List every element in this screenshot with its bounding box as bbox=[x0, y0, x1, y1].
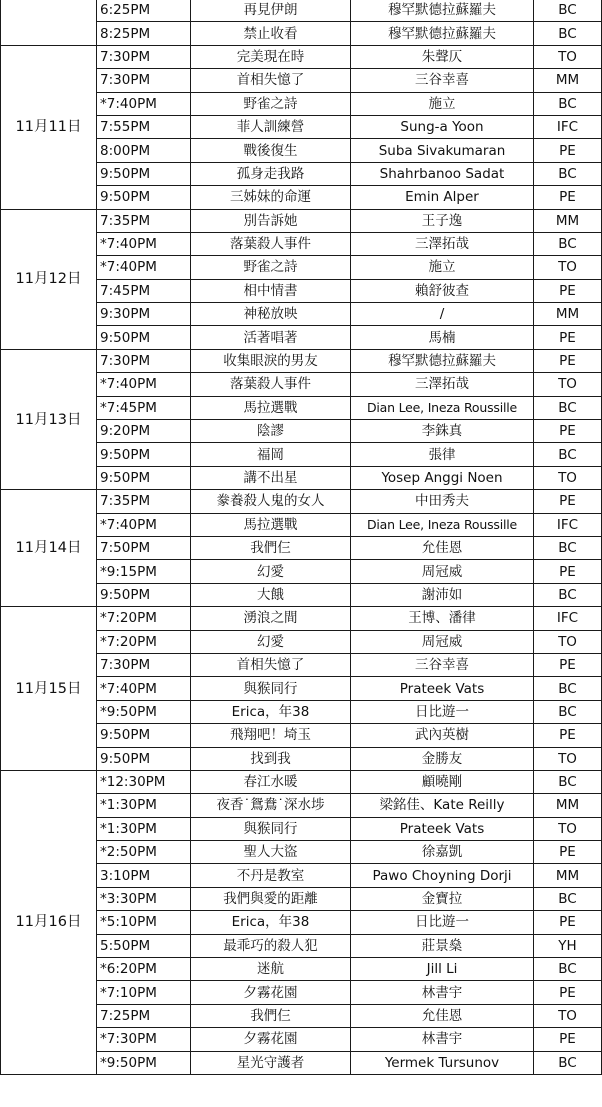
director-cell: 施立 bbox=[351, 256, 534, 279]
venue-cell: MM bbox=[534, 303, 602, 326]
title-cell: 星光守護者 bbox=[191, 1051, 351, 1074]
time-cell: 9:50PM bbox=[97, 186, 191, 209]
director-cell: 王博、潘律 bbox=[351, 607, 534, 630]
venue-cell: BC bbox=[534, 232, 602, 255]
time-cell: 7:35PM bbox=[97, 209, 191, 232]
venue-cell: TO bbox=[534, 466, 602, 489]
venue-cell: BC bbox=[534, 396, 602, 419]
venue-cell: BC bbox=[534, 583, 602, 606]
time-cell: 3:10PM bbox=[97, 864, 191, 887]
schedule-row bbox=[1, 607, 602, 630]
venue-cell: BC bbox=[534, 700, 602, 723]
title-cell: 講不出星 bbox=[191, 466, 351, 489]
director-cell: 三谷幸喜 bbox=[351, 653, 534, 676]
venue-cell: TO bbox=[534, 45, 602, 68]
director-cell: Dian Lee, Ineza Roussille bbox=[351, 513, 534, 536]
time-cell: *7:40PM bbox=[97, 232, 191, 255]
time-cell: 9:50PM bbox=[97, 724, 191, 747]
title-cell: 野雀之詩 bbox=[191, 256, 351, 279]
time-cell: 7:30PM bbox=[97, 349, 191, 372]
director-cell: Suba Sivakumaran bbox=[351, 139, 534, 162]
title-cell: 活著唱著 bbox=[191, 326, 351, 349]
director-cell: Yosep Anggi Noen bbox=[351, 466, 534, 489]
title-cell: 與猴同行 bbox=[191, 677, 351, 700]
title-cell: 戰後復生 bbox=[191, 139, 351, 162]
director-cell: / bbox=[351, 303, 534, 326]
venue-cell: PE bbox=[534, 349, 602, 372]
time-cell: *9:50PM bbox=[97, 700, 191, 723]
title-cell: 豢養殺人鬼的女人 bbox=[191, 490, 351, 513]
time-cell: *1:30PM bbox=[97, 817, 191, 840]
time-cell: 5:50PM bbox=[97, 934, 191, 957]
date-cell: 11月16日 bbox=[1, 770, 97, 1074]
director-cell: Jill Li bbox=[351, 958, 534, 981]
director-cell: 林書宇 bbox=[351, 981, 534, 1004]
director-cell: Dian Lee, Ineza Roussille bbox=[351, 396, 534, 419]
director-cell: Shahrbanoo Sadat bbox=[351, 162, 534, 185]
time-cell: 9:50PM bbox=[97, 326, 191, 349]
director-cell: 允佳恩 bbox=[351, 536, 534, 559]
director-cell: 穆罕默德拉蘇羅夫 bbox=[351, 22, 534, 45]
director-cell: 梁銘佳、Kate Reilly bbox=[351, 794, 534, 817]
title-cell: 落葉殺人事件 bbox=[191, 373, 351, 396]
title-cell: 菲人訓練營 bbox=[191, 115, 351, 138]
title-cell: 我們仨 bbox=[191, 536, 351, 559]
director-cell: 莊景燊 bbox=[351, 934, 534, 957]
title-cell: 再見伊朗 bbox=[191, 0, 351, 22]
director-cell: 顧曉剛 bbox=[351, 770, 534, 793]
title-cell: 陰謬 bbox=[191, 420, 351, 443]
title-cell: 湧浪之間 bbox=[191, 607, 351, 630]
director-cell: 張律 bbox=[351, 443, 534, 466]
venue-cell: MM bbox=[534, 794, 602, 817]
title-cell: 我們與愛的距離 bbox=[191, 887, 351, 910]
time-cell: 7:35PM bbox=[97, 490, 191, 513]
time-cell: 7:30PM bbox=[97, 69, 191, 92]
title-cell: 飛翔吧！埼玉 bbox=[191, 724, 351, 747]
venue-cell: IFC bbox=[534, 115, 602, 138]
director-cell: Yermek Tursunov bbox=[351, 1051, 534, 1074]
time-cell: *2:50PM bbox=[97, 841, 191, 864]
title-cell: 春江水暖 bbox=[191, 770, 351, 793]
venue-cell: BC bbox=[534, 958, 602, 981]
director-cell: 日比遊一 bbox=[351, 911, 534, 934]
title-cell: 野雀之詩 bbox=[191, 92, 351, 115]
time-cell: *7:40PM bbox=[97, 677, 191, 700]
time-cell: *5:10PM bbox=[97, 911, 191, 934]
venue-cell: PE bbox=[534, 841, 602, 864]
title-cell: 夕霧花園 bbox=[191, 981, 351, 1004]
title-cell: 大餓 bbox=[191, 583, 351, 606]
venue-cell: PE bbox=[534, 490, 602, 513]
venue-cell: TO bbox=[534, 747, 602, 770]
time-cell: *1:30PM bbox=[97, 794, 191, 817]
time-cell: *3:30PM bbox=[97, 887, 191, 910]
title-cell: 別告訴她 bbox=[191, 209, 351, 232]
title-cell: 相中情書 bbox=[191, 279, 351, 302]
title-cell: 夜香˙鴛鴦˙深水埗 bbox=[191, 794, 351, 817]
director-cell: Emin Alper bbox=[351, 186, 534, 209]
venue-cell: BC bbox=[534, 1051, 602, 1074]
time-cell: *7:40PM bbox=[97, 256, 191, 279]
director-cell: 穆罕默德拉蘇羅夫 bbox=[351, 349, 534, 372]
venue-cell: TO bbox=[534, 817, 602, 840]
time-cell: 9:20PM bbox=[97, 420, 191, 443]
director-cell: 穆罕默德拉蘇羅夫 bbox=[351, 0, 534, 22]
time-cell: 9:50PM bbox=[97, 583, 191, 606]
title-cell: 幻愛 bbox=[191, 630, 351, 653]
title-cell: 不丹是教室 bbox=[191, 864, 351, 887]
title-cell: 福岡 bbox=[191, 443, 351, 466]
title-cell: Erica，年38 bbox=[191, 911, 351, 934]
title-cell: 完美現在時 bbox=[191, 45, 351, 68]
title-cell: 馬拉選戰 bbox=[191, 513, 351, 536]
date-cell: 11月14日 bbox=[1, 490, 97, 607]
venue-cell: YH bbox=[534, 934, 602, 957]
director-cell: 馬楠 bbox=[351, 326, 534, 349]
time-cell: *7:45PM bbox=[97, 396, 191, 419]
venue-cell: PE bbox=[534, 981, 602, 1004]
date-cell: 11月13日 bbox=[1, 349, 97, 489]
time-cell: 7:50PM bbox=[97, 536, 191, 559]
title-cell: 馬拉選戰 bbox=[191, 396, 351, 419]
title-cell: 孤身走我路 bbox=[191, 162, 351, 185]
venue-cell: PE bbox=[534, 653, 602, 676]
time-cell: 9:50PM bbox=[97, 162, 191, 185]
director-cell: 金勝友 bbox=[351, 747, 534, 770]
venue-cell: PE bbox=[534, 326, 602, 349]
director-cell: 李銖真 bbox=[351, 420, 534, 443]
time-cell: 9:50PM bbox=[97, 466, 191, 489]
venue-cell: BC bbox=[534, 22, 602, 45]
director-cell: 朱聲仄 bbox=[351, 45, 534, 68]
director-cell: 徐嘉凱 bbox=[351, 841, 534, 864]
time-cell: 7:55PM bbox=[97, 115, 191, 138]
director-cell: 賴舒彼查 bbox=[351, 279, 534, 302]
time-cell: *7:20PM bbox=[97, 630, 191, 653]
time-cell: *7:40PM bbox=[97, 373, 191, 396]
director-cell: 金寶拉 bbox=[351, 887, 534, 910]
time-cell: 7:25PM bbox=[97, 1004, 191, 1027]
time-cell: *7:40PM bbox=[97, 513, 191, 536]
venue-cell: MM bbox=[534, 864, 602, 887]
venue-cell: IFC bbox=[534, 513, 602, 536]
director-cell: 允佳恩 bbox=[351, 1004, 534, 1027]
time-cell: *7:30PM bbox=[97, 1028, 191, 1051]
venue-cell: PE bbox=[534, 560, 602, 583]
director-cell: 武內英樹 bbox=[351, 724, 534, 747]
title-cell: 收集眼淚的男友 bbox=[191, 349, 351, 372]
title-cell: 找到我 bbox=[191, 747, 351, 770]
venue-cell: BC bbox=[534, 677, 602, 700]
title-cell: 最乖巧的殺人犯 bbox=[191, 934, 351, 957]
schedule-row bbox=[1, 349, 602, 372]
venue-cell: MM bbox=[534, 69, 602, 92]
venue-cell: BC bbox=[534, 92, 602, 115]
title-cell: 幻愛 bbox=[191, 560, 351, 583]
venue-cell: MM bbox=[534, 209, 602, 232]
director-cell: Sung-a Yoon bbox=[351, 115, 534, 138]
venue-cell: PE bbox=[534, 911, 602, 934]
time-cell: 6:25PM bbox=[97, 0, 191, 22]
venue-cell: PE bbox=[534, 186, 602, 209]
schedule-row bbox=[1, 209, 602, 232]
title-cell: 迷航 bbox=[191, 958, 351, 981]
director-cell: Prateek Vats bbox=[351, 817, 534, 840]
venue-cell: PE bbox=[534, 420, 602, 443]
time-cell: 7:30PM bbox=[97, 45, 191, 68]
title-cell: 首相失憶了 bbox=[191, 653, 351, 676]
venue-cell: TO bbox=[534, 1004, 602, 1027]
title-cell: 我們仨 bbox=[191, 1004, 351, 1027]
time-cell: 9:30PM bbox=[97, 303, 191, 326]
title-cell: Erica，年38 bbox=[191, 700, 351, 723]
venue-cell: BC bbox=[534, 536, 602, 559]
venue-cell: BC bbox=[534, 162, 602, 185]
time-cell: *9:50PM bbox=[97, 1051, 191, 1074]
time-cell: 9:50PM bbox=[97, 443, 191, 466]
director-cell: 周冠威 bbox=[351, 630, 534, 653]
venue-cell: PE bbox=[534, 1028, 602, 1051]
venue-cell: TO bbox=[534, 630, 602, 653]
director-cell: 林書宇 bbox=[351, 1028, 534, 1051]
time-cell: *12:30PM bbox=[97, 770, 191, 793]
venue-cell: BC bbox=[534, 887, 602, 910]
director-cell: 中田秀夫 bbox=[351, 490, 534, 513]
title-cell: 夕霧花園 bbox=[191, 1028, 351, 1051]
date-cell bbox=[1, 0, 97, 45]
schedule-row bbox=[1, 45, 602, 68]
schedule-row bbox=[1, 0, 602, 22]
time-cell: *9:15PM bbox=[97, 560, 191, 583]
title-cell: 與猴同行 bbox=[191, 817, 351, 840]
time-cell: *7:40PM bbox=[97, 92, 191, 115]
director-cell: Prateek Vats bbox=[351, 677, 534, 700]
schedule-row bbox=[1, 770, 602, 793]
venue-cell: TO bbox=[534, 373, 602, 396]
director-cell: 日比遊一 bbox=[351, 700, 534, 723]
director-cell: 周冠威 bbox=[351, 560, 534, 583]
director-cell: 王子逸 bbox=[351, 209, 534, 232]
venue-cell: IFC bbox=[534, 607, 602, 630]
time-cell: 9:50PM bbox=[97, 747, 191, 770]
title-cell: 神秘放映 bbox=[191, 303, 351, 326]
title-cell: 聖人大盜 bbox=[191, 841, 351, 864]
venue-cell: PE bbox=[534, 724, 602, 747]
venue-cell: PE bbox=[534, 139, 602, 162]
time-cell: 8:25PM bbox=[97, 22, 191, 45]
schedule-row bbox=[1, 490, 602, 513]
date-cell: 11月11日 bbox=[1, 45, 97, 209]
title-cell: 禁止收看 bbox=[191, 22, 351, 45]
time-cell: *7:20PM bbox=[97, 607, 191, 630]
title-cell: 首相失憶了 bbox=[191, 69, 351, 92]
schedule-body bbox=[1, 0, 602, 1074]
venue-cell: PE bbox=[534, 279, 602, 302]
director-cell: Pawo Choyning Dorji bbox=[351, 864, 534, 887]
venue-cell: BC bbox=[534, 443, 602, 466]
time-cell: *6:20PM bbox=[97, 958, 191, 981]
director-cell: 謝沛如 bbox=[351, 583, 534, 606]
time-cell: *7:10PM bbox=[97, 981, 191, 1004]
date-cell: 11月15日 bbox=[1, 607, 97, 771]
title-cell: 三姊妹的命運 bbox=[191, 186, 351, 209]
venue-cell: BC bbox=[534, 770, 602, 793]
director-cell: 施立 bbox=[351, 92, 534, 115]
time-cell: 7:30PM bbox=[97, 653, 191, 676]
director-cell: 三谷幸喜 bbox=[351, 69, 534, 92]
time-cell: 8:00PM bbox=[97, 139, 191, 162]
title-cell: 落葉殺人事件 bbox=[191, 232, 351, 255]
date-cell: 11月12日 bbox=[1, 209, 97, 349]
director-cell: 三澤拓哉 bbox=[351, 232, 534, 255]
venue-cell: BC bbox=[534, 0, 602, 22]
director-cell: 三澤拓哉 bbox=[351, 373, 534, 396]
venue-cell: TO bbox=[534, 256, 602, 279]
time-cell: 7:45PM bbox=[97, 279, 191, 302]
